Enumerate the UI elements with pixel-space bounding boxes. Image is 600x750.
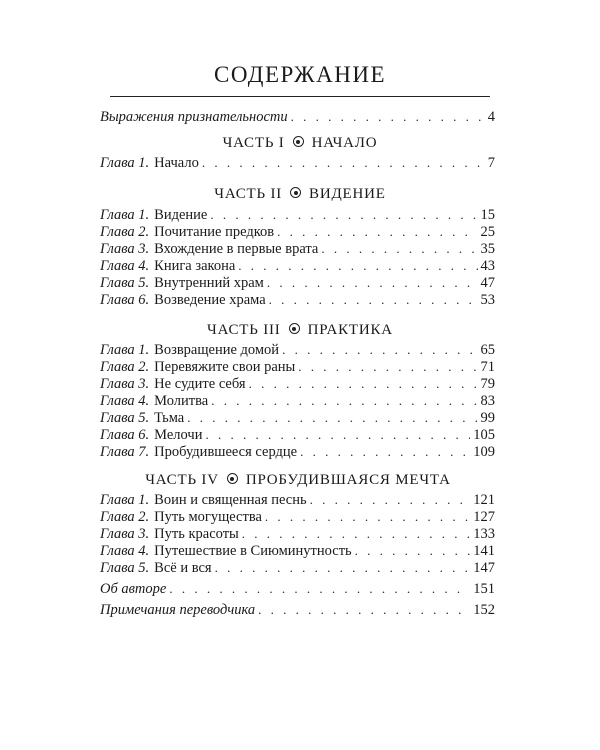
- chapter-number: Глава 5.: [100, 560, 150, 576]
- ornament-icon: [289, 323, 300, 334]
- toc-entry[interactable]: [100, 240, 495, 258]
- dot-leader: [202, 154, 485, 172]
- page-number: 105: [473, 427, 495, 443]
- chapter-title: Воин и священная песнь: [154, 492, 307, 508]
- part-heading-3: [0, 320, 600, 340]
- toc-entry[interactable]: [100, 375, 495, 393]
- part-title: ПРАКТИКА: [307, 322, 393, 338]
- dot-leader: [300, 443, 470, 461]
- dot-leader: [210, 206, 477, 224]
- page-number: 83: [480, 393, 495, 409]
- toc-entry-acknowledgements[interactable]: [100, 108, 495, 126]
- page-title: СОДЕРЖАНИЕ: [213, 62, 386, 87]
- toc-entry[interactable]: [100, 274, 495, 292]
- toc-entry[interactable]: [100, 154, 495, 172]
- toc-entry[interactable]: [100, 392, 495, 410]
- chapter-number: Глава 2.: [100, 359, 150, 375]
- dot-leader: [277, 223, 477, 241]
- chapter-title: Видение: [154, 207, 208, 223]
- toc-entry[interactable]: [100, 443, 495, 461]
- chapter-title: Мелочи: [154, 427, 203, 443]
- dot-leader: [169, 580, 470, 598]
- chapter-title: Путь могущества: [154, 509, 262, 525]
- page-number: 99: [480, 410, 495, 426]
- dot-leader: [291, 108, 485, 126]
- chapter-title: Всё и вся: [154, 560, 212, 576]
- chapter-number: Глава 6.: [100, 292, 150, 308]
- toc-entry[interactable]: [100, 525, 495, 543]
- title-rule: [110, 96, 490, 97]
- chapter-number: Глава 5.: [100, 275, 150, 291]
- part-title: ВИДЕНИЕ: [309, 186, 386, 202]
- part-number: ЧАСТЬ III: [207, 322, 281, 338]
- page-number: 25: [480, 224, 495, 240]
- page-number: 43: [480, 258, 495, 274]
- entry-title: Выражения признательности: [100, 109, 288, 125]
- page-number: 47: [480, 275, 495, 291]
- chapter-number: Глава 1.: [100, 342, 150, 358]
- page-number: 121: [473, 492, 495, 508]
- toc-entry[interactable]: [100, 559, 495, 577]
- page-number: 133: [473, 526, 495, 542]
- dot-leader: [265, 508, 470, 526]
- chapter-title: Тьма: [154, 410, 185, 426]
- toc-entry[interactable]: [100, 508, 495, 526]
- dot-leader: [215, 559, 471, 577]
- dot-leader: [282, 341, 477, 359]
- part-number: ЧАСТЬ IV: [145, 472, 219, 488]
- part-number: ЧАСТЬ II: [214, 186, 283, 202]
- chapter-title: Книга закона: [154, 258, 236, 274]
- toc-entry[interactable]: [100, 223, 495, 241]
- dot-leader: [321, 240, 477, 258]
- dot-leader: [211, 392, 477, 410]
- chapter-number: Глава 1.: [100, 207, 150, 223]
- toc-entry[interactable]: [100, 409, 495, 427]
- page-number: 35: [480, 241, 495, 257]
- chapter-number: Глава 4.: [100, 393, 150, 409]
- ornament-icon: [293, 136, 304, 147]
- chapter-number: Глава 4.: [100, 543, 150, 559]
- dot-leader: [355, 542, 471, 560]
- toc-entry[interactable]: [100, 257, 495, 275]
- chapter-number: Глава 2.: [100, 224, 150, 240]
- chapter-number: Глава 3.: [100, 376, 150, 392]
- dot-leader: [298, 358, 477, 376]
- dot-leader: [269, 291, 478, 309]
- chapter-number: Глава 1.: [100, 492, 150, 508]
- toc-entry[interactable]: [100, 542, 495, 560]
- page-number: 4: [487, 109, 495, 125]
- page-number: 147: [473, 560, 495, 576]
- toc-entry[interactable]: [100, 491, 495, 509]
- page-number: 151: [473, 581, 495, 597]
- page-number: 109: [473, 444, 495, 460]
- page-number: 65: [480, 342, 495, 358]
- chapter-number: Глава 5.: [100, 410, 150, 426]
- chapter-number: Глава 7.: [100, 444, 150, 460]
- chapter-title: Вхождение в первые врата: [154, 241, 319, 257]
- chapter-title: Пробудившееся сердце: [154, 444, 298, 460]
- part-heading-1: [0, 133, 600, 153]
- part-heading-4: [0, 470, 598, 490]
- dot-leader: [310, 491, 471, 509]
- entry-title: Об авторе: [100, 581, 167, 597]
- chapter-title: Путь красоты: [154, 526, 239, 542]
- chapter-title: Молитва: [154, 393, 209, 409]
- toc-entry[interactable]: [100, 291, 495, 309]
- dot-leader: [238, 257, 477, 275]
- chapter-number: Глава 1.: [100, 155, 150, 171]
- part-heading-2: [0, 184, 600, 204]
- toc-entry[interactable]: [100, 206, 495, 224]
- dot-leader: [267, 274, 478, 292]
- chapter-title: Путешествие в Сиюминутность: [154, 543, 352, 559]
- dot-leader: [187, 409, 477, 427]
- chapter-number: Глава 4.: [100, 258, 150, 274]
- dot-leader: [249, 375, 478, 393]
- ornament-icon: [290, 187, 301, 198]
- toc-entry-about-author[interactable]: [100, 580, 495, 598]
- page-number: 15: [480, 207, 495, 223]
- page-number: 71: [480, 359, 495, 375]
- dot-leader: [242, 525, 470, 543]
- chapter-title: Внутренний храм: [154, 275, 264, 291]
- toc-entry[interactable]: [100, 426, 495, 444]
- chapter-number: Глава 3.: [100, 526, 150, 542]
- chapter-title: Перевяжите свои раны: [154, 359, 296, 375]
- part-title: ПРОБУДИВШАЯСЯ МЕЧТА: [245, 472, 451, 488]
- chapter-title: Возведение храма: [154, 292, 266, 308]
- page-number: 152: [473, 602, 495, 618]
- chapter-title: Не судите себя: [154, 376, 246, 392]
- part-title: НАЧАЛО: [311, 135, 378, 151]
- ornament-icon: [227, 473, 238, 484]
- entry-title: Примечания переводчика: [100, 602, 256, 618]
- page-number: 127: [473, 509, 495, 525]
- chapter-number: Глава 6.: [100, 427, 150, 443]
- chapter-number: Глава 3.: [100, 241, 150, 257]
- dot-leader: [205, 426, 470, 444]
- page-number: 53: [480, 292, 495, 308]
- chapter-title: Возвращение домой: [154, 342, 280, 358]
- chapter-number: Глава 2.: [100, 509, 150, 525]
- page-number: 141: [473, 543, 495, 559]
- toc-entry[interactable]: [100, 358, 495, 376]
- dot-leader: [258, 601, 470, 619]
- page-number: 79: [480, 376, 495, 392]
- chapter-title: Начало: [154, 155, 199, 171]
- chapter-title: Почитание предков: [154, 224, 275, 240]
- toc-entry[interactable]: [100, 341, 495, 359]
- part-number: ЧАСТЬ I: [222, 135, 285, 151]
- toc-entry-translator-notes[interactable]: [100, 601, 495, 619]
- page-number: 7: [487, 155, 495, 171]
